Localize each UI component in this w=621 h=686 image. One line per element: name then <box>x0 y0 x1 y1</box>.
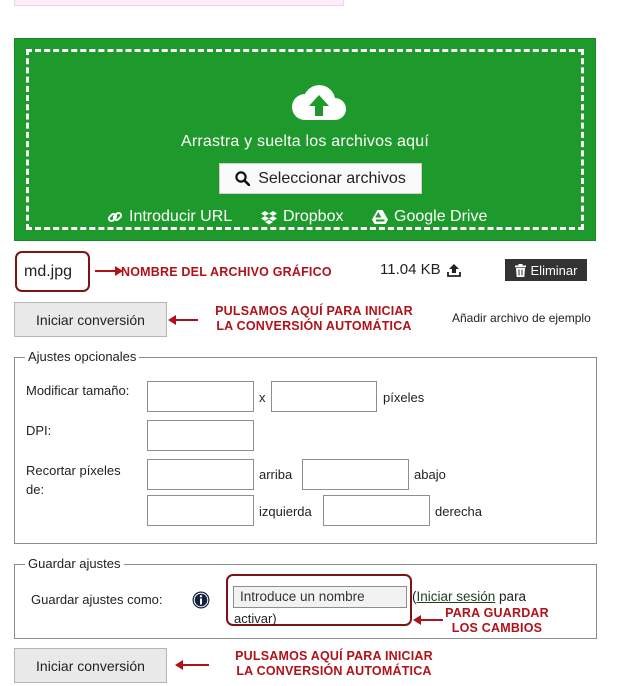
resize-width-input[interactable] <box>147 381 254 412</box>
dpi-label: DPI: <box>26 423 52 438</box>
login-link[interactable]: Iniciar sesión <box>416 589 496 604</box>
file-size-value: 11.04 KB <box>380 261 441 278</box>
crop-label-line2: de: <box>26 482 45 497</box>
file-size <box>380 261 461 278</box>
conversion-annotation-bottom-line1: PULSAMOS AQUÍ PARA INICIAR <box>235 649 433 663</box>
login-suffix: para <box>495 589 527 604</box>
crop-right-label: derecha <box>435 504 482 519</box>
resize-height-input[interactable] <box>271 381 377 412</box>
info-icon[interactable] <box>192 591 210 609</box>
select-files-label: Seleccionar archivos <box>258 169 406 187</box>
start-conversion-button[interactable] <box>14 302 167 337</box>
delete-file-button[interactable] <box>505 259 587 281</box>
resize-x-separator: x <box>259 390 266 405</box>
crop-bottom-input[interactable] <box>302 459 409 490</box>
crop-left-label: izquierda <box>259 504 312 519</box>
save-settings-legend: Guardar ajustes <box>25 556 124 571</box>
select-files-button[interactable] <box>219 163 422 194</box>
google-drive-link[interactable] <box>372 208 487 226</box>
cloud-upload-icon <box>291 80 347 122</box>
crop-label-line1: Recortar píxeles <box>26 463 121 478</box>
link-icon <box>107 209 123 225</box>
add-sample-file-link[interactable]: Añadir archivo de ejemplo <box>452 311 591 325</box>
search-icon <box>235 171 250 186</box>
save-annotation <box>436 606 558 636</box>
conversion-annotation <box>196 304 432 334</box>
file-row <box>14 250 596 294</box>
file-name: md.jpg <box>15 251 90 292</box>
save-annotation-line2: LOS CAMBIOS <box>451 621 543 635</box>
pixels-unit-label: píxeles <box>383 390 425 405</box>
resize-label: Modificar tamaño: <box>26 383 130 398</box>
dropbox-label: Dropbox <box>283 208 344 225</box>
conversion-annotation-bottom-line2: LA CONVERSIÓN AUTOMÁTICA <box>236 664 432 678</box>
upload-dropzone[interactable] <box>14 38 596 241</box>
crop-top-label: arriba <box>259 467 293 482</box>
dpi-input[interactable] <box>147 420 254 451</box>
crop-top-input[interactable] <box>147 459 254 490</box>
delete-label: Eliminar <box>530 262 578 278</box>
crop-label <box>26 461 121 499</box>
file-name-annotation: NOMBRE DEL ARCHIVO GRÁFICO <box>121 265 332 279</box>
login-hint <box>412 589 526 604</box>
start-conversion-label: Iniciar conversión <box>36 311 145 328</box>
crop-left-input[interactable] <box>147 495 254 526</box>
conversion-annotation-line2: LA CONVERSIÓN AUTOMÁTICA <box>216 319 412 333</box>
crop-right-input[interactable] <box>323 495 430 526</box>
settings-name-input[interactable]: Introduce un nombre <box>233 586 407 608</box>
crop-bottom-label: abajo <box>414 467 446 482</box>
dropzone-dashed-border <box>26 49 584 230</box>
optional-settings-legend: Ajustes opcionales <box>25 349 139 364</box>
start-conversion-button-bottom[interactable] <box>14 648 167 683</box>
trash-icon <box>515 264 526 277</box>
dropbox-link[interactable] <box>261 208 343 226</box>
google-drive-icon <box>372 210 388 224</box>
dropbox-icon <box>261 210 277 225</box>
annotation-arrow-right-icon <box>95 265 123 277</box>
save-settings-label: Guardar ajustes como: <box>31 592 163 607</box>
annotation-arrow-left-icon <box>168 314 198 326</box>
enter-url-link[interactable] <box>107 208 232 226</box>
login-prefix: ( <box>412 589 417 604</box>
activate-text: activar) <box>234 611 277 626</box>
annotation-arrow-left-icon-bottom <box>175 659 209 671</box>
top-banner-strip <box>14 0 344 6</box>
google-drive-label: Google Drive <box>394 208 488 225</box>
enter-url-label: Introducir URL <box>129 208 233 225</box>
conversion-annotation-bottom <box>216 649 452 679</box>
save-annotation-line1: PARA GUARDAR <box>445 606 549 620</box>
start-conversion-label-bottom: Iniciar conversión <box>36 657 145 674</box>
drag-drop-text: Arrastra y suelta los archivos aquí <box>181 133 429 150</box>
conversion-annotation-line1: PULSAMOS AQUÍ PARA INICIAR <box>215 304 413 318</box>
upload-arrow-icon <box>447 263 461 277</box>
